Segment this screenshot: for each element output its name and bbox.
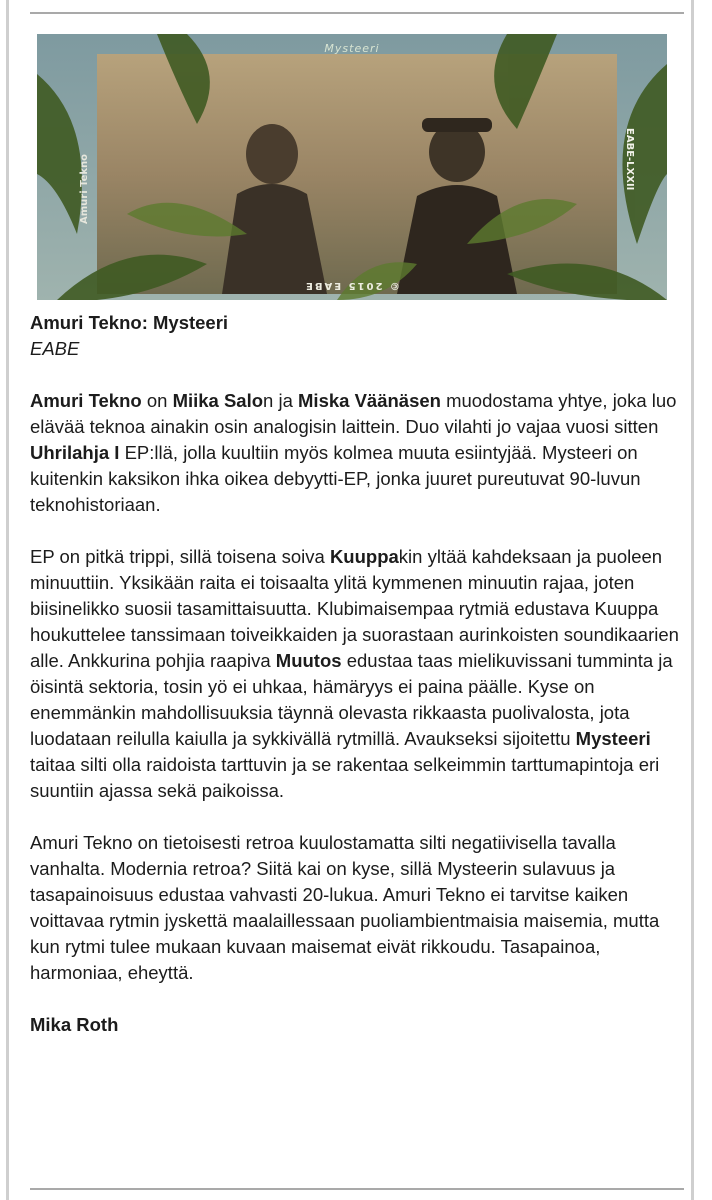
record-label: EABE: [30, 338, 80, 359]
bold-track-kuuppa: Kuuppa: [329, 546, 399, 567]
bold-artist: Amuri Tekno: [30, 390, 142, 411]
cover-copyright-text: © 2015 EABE: [304, 280, 400, 291]
cover-artwork: [37, 34, 667, 300]
left-frame-border: [6, 0, 9, 1200]
album-cover-image: [37, 34, 667, 300]
paragraph-conclusion: Amuri Tekno on tietoisesti retroa kuulostamatta silti negatiivisella tavalla vanhalta. Modernia retroa? Siitä kai on kyse, sillä Mysteerin sulavuus ja tasapainoisuus edustaa vahvasti 20-lukua. Amuri Tekno ei tarvitse kaiken voittavaa rytmin jyskettä maalaillessaan puoliambientmaisia maisemia, mutta kun rytmi tulee mukaan kuvaan maisemat eivät rikkoudu. Tasapainoa, harmoniaa, eheyttä.: [30, 832, 660, 983]
bold-track-mysteeri: Mysteeri: [575, 728, 651, 749]
cover-artist-text: Amuri Tekno: [79, 153, 90, 224]
top-divider: [30, 12, 684, 14]
bold-member-1: Miika Salo: [172, 390, 264, 411]
bold-track-muutos: Muutos: [275, 650, 342, 671]
cover-title-text: Mysteeri: [324, 42, 380, 55]
right-frame-border: [691, 0, 694, 1200]
bold-ep-name: Uhrilahja I: [30, 442, 120, 463]
article-body: [30, 310, 680, 1038]
article-title: Amuri Tekno: Mysteeri: [30, 312, 229, 333]
cover-catalog-text: EABE-LXXII: [624, 128, 635, 191]
bold-member-2: Miska Väänäsen: [298, 390, 441, 411]
paragraph-tracks: EP on pitkä trippi, sillä toisena soiva Kuuppakin yltää kahdeksaan ja puoleen minuuttiin. Yksikään raita ei toisaalta ylitä kymmenen minuutin rajaa, joten biisinelikko suosii tasamittaisuutta. Klubimaisempaa rytmiä edustava Kuuppa houkuttelee tanssimaan toiveikkaiden ja suorastaan aurinkoisten soundikaarien alle. Ankkurina pohjia raapiva Muutos edustaa taas mielikuvissani tumminta ja öisintä sektoria, tosin yö ei uhkaa, hämäryys ei paina päälle. Kyse on enemmänkin mahdollisuuksia täynnä olevasta rikkaasta puolivalosta, jota luodataan reilulla kaiulla ja sykkivällä rytmillä. Avaukseksi sijoitettu Mysteeri taitaa silti olla raidoista tarttuvin ja se rakentaa selkeimmin tarttumapintoja eri suuntiin ajassa sekä paikoissa.: [30, 546, 679, 801]
bottom-divider: [30, 1188, 684, 1190]
paragraph-intro: Amuri Tekno on Miika Salon ja Miska Väänäsen muodostama yhtye, joka luo elävää teknoa ainakin osin analogisin laittein. Duo vilahti jo vajaa vuosi sitten Uhrilahja I EP:llä, jolla kuultiin myös kolmea muuta esiintyjää. Mysteeri on kuitenkin kaksikon ihka oikea debyytti-EP, jonka juuret pureutuvat 90-luvun teknohistoriaan.: [30, 390, 677, 515]
author-name: Mika Roth: [30, 1014, 119, 1035]
